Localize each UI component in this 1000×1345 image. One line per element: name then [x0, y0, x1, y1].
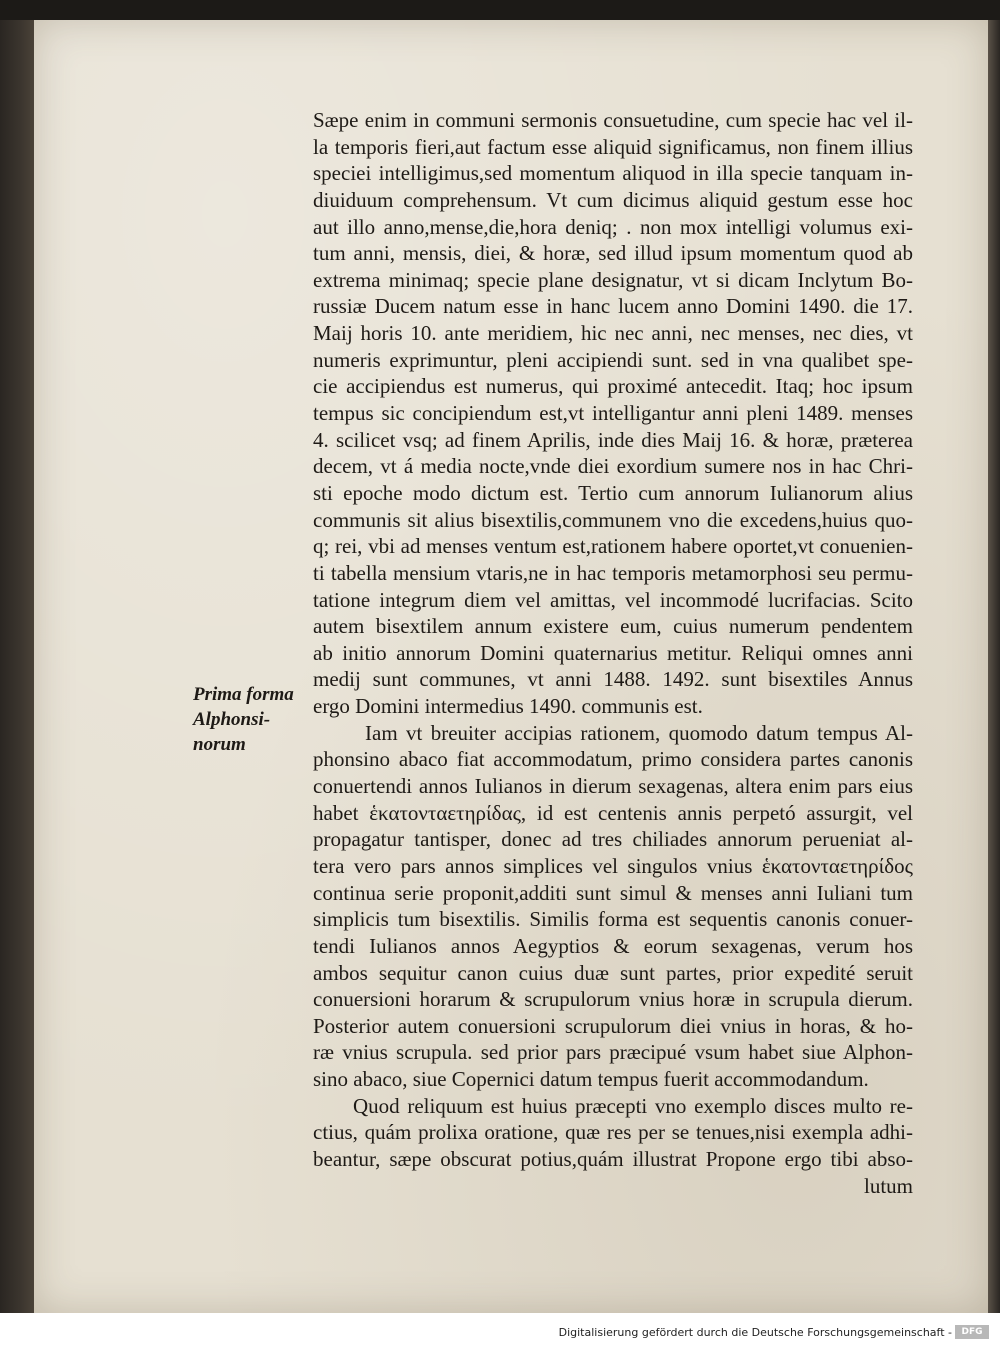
text-line: la temporis fieri,aut factum esse aliquid significamus, non finem illius	[313, 134, 913, 159]
text-line: ræ vnius scrupula. sed prior pars præcipué vsum habet siue Alphon-	[313, 1040, 913, 1065]
text-line: ti tabella mensium vtaris,ne in hac temporis metamorphosi seu permu-	[313, 560, 913, 585]
text-line: tempus sic concipiendum est,vt intelligantur anni pleni 1489. menses	[313, 401, 913, 426]
text-line: simplicis tum bisextilis. Similis forma est sequentis canonis conuer-	[313, 907, 913, 932]
text-line: conuersioni horarum & scrupulorum vnius horæ in scrupula dierum.	[313, 987, 913, 1012]
text-line: communis sit alius bisextilis,communem vno die excedens,huius quo-	[313, 507, 913, 532]
text-line: cie accipiendus est numerus, qui proximé antecedit. Itaq; hoc ipsum	[313, 374, 913, 399]
text-line: tera vero pars annos simplices vel singulos vnius ἑκατονταετηρίδος	[313, 853, 913, 878]
text-line: ctius, quám prolixa oratione, quæ res per se tenues,nisi exempla adhi-	[313, 1120, 913, 1145]
page-right-edge	[988, 20, 1000, 1313]
text-line: Posterior autem conuersioni scrupulorum diei vnius in horas, & ho-	[313, 1013, 913, 1038]
text-line: ab initio annorum Domini quaternarius metitur. Reliqui omnes anni	[313, 640, 913, 665]
text-line: 4. scilicet vsq; ad finem Aprilis, inde dies Maij 16. & horæ, præterea	[313, 427, 913, 452]
text-line: tatione integrum diem vel amittas, vel incommodé lucrifacias. Scito	[313, 587, 913, 612]
text-line: conuertendi annos Iulianos in dierum sexagenas, altera enim pars eius	[313, 774, 913, 799]
digitization-credit: Digitalisierung gefördert durch die Deutsche Forschungsgemeinschaft -	[558, 1326, 952, 1339]
text-line: autem bisextilem annum existere eum, cuius numerum pendentem	[313, 614, 913, 639]
main-text-block	[313, 107, 913, 1199]
marginal-note-line: Prima forma	[193, 684, 294, 705]
text-line: russiæ Ducem natum esse in hanc lucem anno Domini 1490. die 17.	[313, 294, 913, 319]
marginal-note	[193, 682, 308, 757]
text-line: q; rei, vbi ad menses ventum est,rationem habere oportet,vt conuenien-	[313, 534, 913, 559]
text-line: tendi Iulianos annos Aegyptios & eorum sexagenas, verum hos	[313, 933, 913, 958]
paragraph-start-line: Quod reliquum est huius præcepti vno exemplo disces multo re-	[353, 1093, 913, 1118]
marginal-note-line: norum	[193, 734, 246, 755]
text-line: speciei intelligimus,sed momentum aliquod in illa specie tanquam in-	[313, 161, 913, 186]
catchword: lutum	[863, 1173, 913, 1198]
text-line: continua serie proponit,additi sunt simul & menses anni Iuliani tum	[313, 880, 913, 905]
text-line: medij sunt communes, vt anni 1488. 1492. sunt bisextiles Annus	[313, 667, 913, 692]
dfg-logo-icon: DFG	[955, 1325, 989, 1339]
paragraph-start-line: Iam vt breuiter accipias rationem, quomodo datum tempus Al-	[365, 720, 913, 745]
text-line: Sæpe enim in communi sermonis consuetudine, cum specie hac vel il-	[313, 108, 913, 132]
text-line: extrema minimaq; specie plane designatur, vt si dicam Inclytum Bo-	[313, 267, 913, 292]
text-line: aut illo anno,mense,die,hora deniq; . non mox intelligi volumus exi-	[313, 214, 913, 239]
text-line: Maij horis 10. ante meridiem, hic nec anni, nec menses, nec dies, vt	[313, 321, 913, 346]
text-line: decem, vt á media nocte,vnde diei exordium sumere nos in hac Chri-	[313, 454, 913, 479]
text-line: sino abaco, siue Copernici datum tempus fuerit accommodandum.	[313, 1067, 869, 1092]
book-binding-edge	[0, 20, 34, 1313]
text-line: beantur, sæpe obscurat potius,quám illustrat Propone ergo tibi abso-	[313, 1146, 913, 1171]
text-line: ergo Domini intermedius 1490. communis est.	[313, 694, 703, 719]
marginal-note-line: Alphonsi-	[193, 709, 271, 730]
text-line: phonsino abaco fiat accommodatum, primo considera partes canonis	[313, 747, 913, 772]
text-line: tum anni, mensis, diei, & horæ, sed illud ipsum momentum quod ab	[313, 241, 913, 266]
text-line: numeris exprimuntur, pleni accipiendi sunt. sed in vna qualibet spe-	[313, 347, 913, 372]
text-line: ambos sequitur canon cuius duæ sunt partes, prior expedité seruit	[313, 960, 913, 985]
text-line: habet ἑκατονταετηρίδας, id est centenis annis perpetó assurgit, vel	[313, 800, 913, 825]
text-line: diuiduum comprehensum. Vt cum dicimus aliquid gestum esse hoc	[313, 187, 913, 212]
text-line: propagatur tantisper, donec ad tres chiliades annorum perueniat al-	[313, 827, 913, 852]
text-line: sti epoche modo dictum est. Tertio cum annorum Iulianorum alius	[313, 480, 913, 505]
